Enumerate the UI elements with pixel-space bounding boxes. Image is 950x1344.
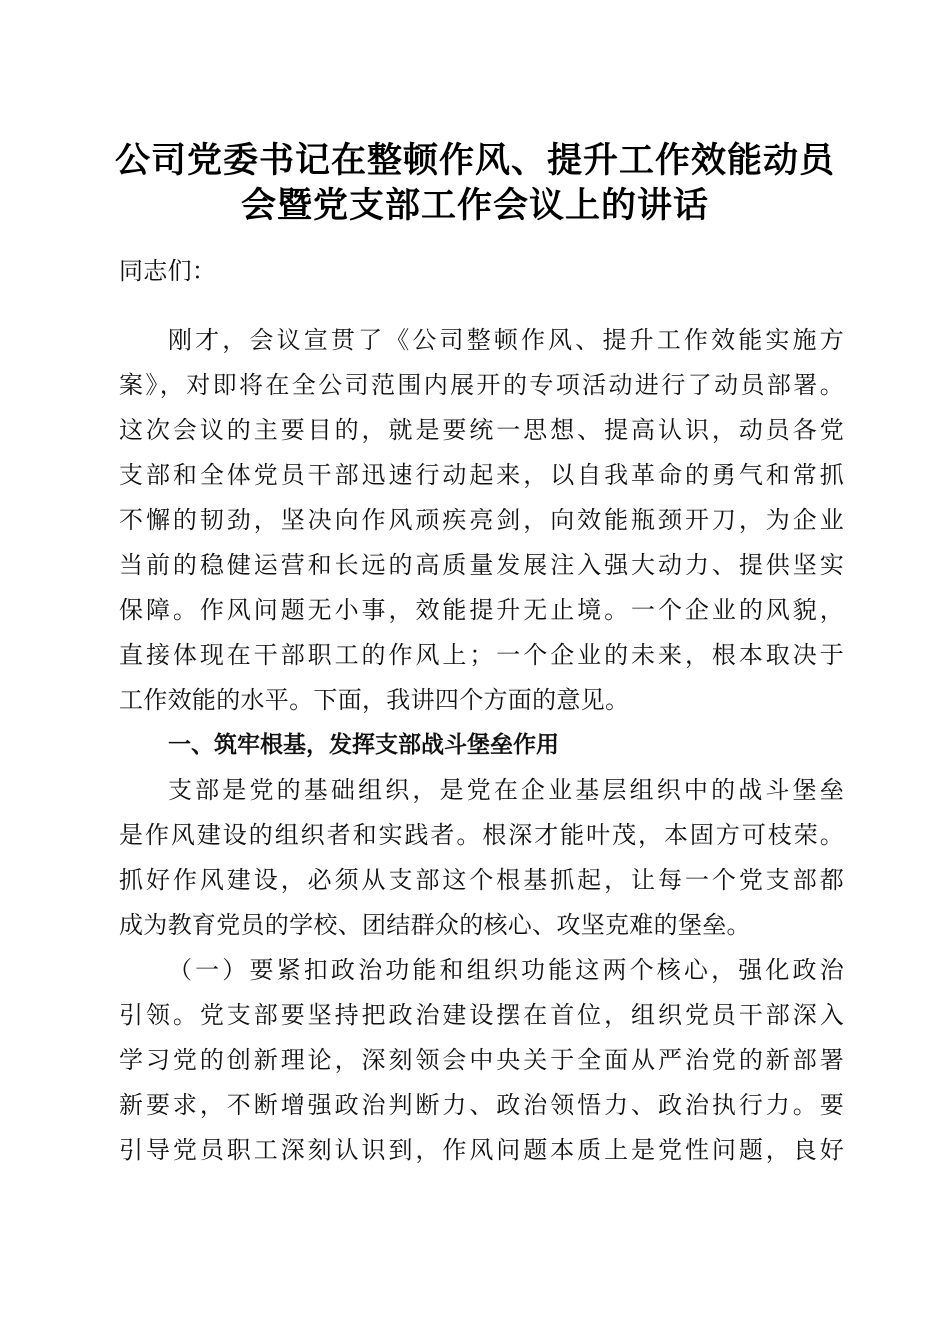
subsection-line: （一）要紧扣政治功能和组织功能这两个核心，强化政治 xyxy=(168,956,844,984)
paragraph-line: 不懈的韧劲，坚决向作风顽疾亮剑，向效能瓶颈开刀，为企业 xyxy=(119,506,844,534)
section-heading: 一、筑牢根基，发挥支部战斗堡垒作用 xyxy=(168,732,559,758)
paragraph-line: 学习党的创新理论，深刻领会中央关于全面从严治党的新部署 xyxy=(119,1046,844,1074)
paragraph-line: 引领。党支部要坚持把政治建设摆在首位，组织党员干部深入 xyxy=(119,1001,844,1029)
paragraph-line: 抓好作风建设，必须从支部这个根基抓起，让每一个党支部都 xyxy=(119,866,844,894)
document-title-line-2: 会暨党支部工作会议上的讲话 xyxy=(240,185,709,226)
salutation: 同志们： xyxy=(119,257,217,285)
paragraph-line: 新要求，不断增强政治判断力、政治领悟力、政治执行力。要 xyxy=(119,1091,844,1119)
paragraph-line: 直接体现在干部职工的作风上；一个企业的未来，根本取决于 xyxy=(119,641,844,669)
paragraph-line: 保障。作风问题无小事，效能提升无止境。一个企业的风貌， xyxy=(119,596,844,624)
paragraph-line: 支部是党的基础组织，是党在企业基层组织中的战斗堡垒 xyxy=(168,776,844,804)
paragraph-line: 工作效能的水平。下面，我讲四个方面的意见。 xyxy=(119,686,630,714)
paragraph-line: 是作风建设的组织者和实践者。根深才能叶茂，本固方可枝荣。 xyxy=(119,821,844,849)
paragraph-line: 这次会议的主要目的，就是要统一思想、提高认识，动员各党 xyxy=(119,416,844,444)
paragraph-line: 案》，对即将在全公司范围内展开的专项活动进行了动员部署。 xyxy=(119,371,844,399)
paragraph-line: 成为教育党员的学校、团结群众的核心、攻坚克难的堡垒。 xyxy=(119,911,751,939)
document-title-line-1: 公司党委书记在整顿作风、提升工作效能动员 xyxy=(114,140,835,181)
paragraph-line: 当前的稳健运营和长远的高质量发展注入强大动力、提供坚实 xyxy=(119,551,844,579)
paragraph-line: 支部和全体党员干部迅速行动起来，以自我革命的勇气和常抓 xyxy=(119,461,844,489)
paragraph-line: 引导党员职工深刻认识到，作风问题本质上是党性问题，良好 xyxy=(119,1136,844,1164)
paragraph-line: 刚才，会议宣贯了《公司整顿作风、提升工作效能实施方 xyxy=(168,326,844,354)
